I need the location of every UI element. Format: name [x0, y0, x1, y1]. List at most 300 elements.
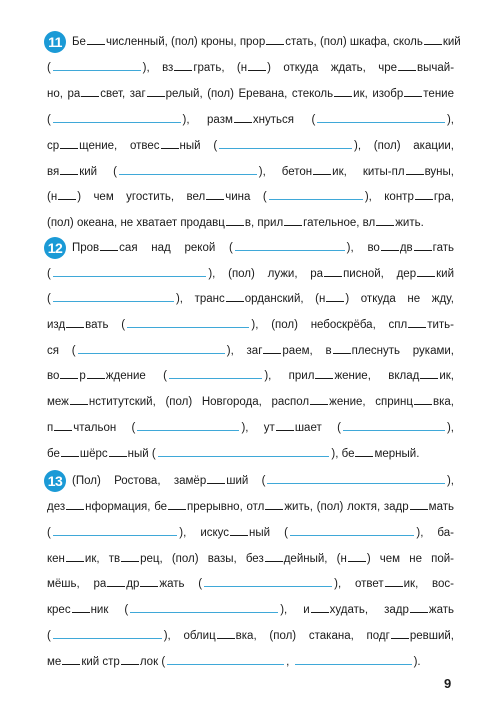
word: Бе — [72, 36, 86, 48]
word: кий — [79, 166, 98, 178]
word: релый, — [165, 88, 203, 100]
answer-blank[interactable] — [235, 238, 345, 251]
page-number: 9 — [444, 676, 452, 691]
letter-gap[interactable] — [408, 315, 426, 328]
letter-gap[interactable] — [87, 32, 105, 45]
word: отвес — [130, 140, 160, 152]
word: дейный, — [283, 553, 328, 565]
letter-gap[interactable] — [324, 264, 342, 277]
word: Еревана, — [238, 88, 288, 100]
letter-gap[interactable] — [414, 238, 432, 251]
letter-gap[interactable] — [398, 58, 416, 71]
word: гать — [432, 242, 454, 254]
word: ( — [262, 191, 267, 203]
word: вать — [85, 319, 109, 331]
word: ), — [208, 268, 216, 280]
word: нформация, — [85, 501, 151, 513]
word: прил — [257, 217, 284, 229]
word: не — [409, 553, 422, 565]
word: ), — [354, 140, 362, 152]
word: ра — [67, 88, 81, 100]
letter-gap[interactable] — [217, 626, 235, 639]
word: в — [325, 345, 332, 357]
letter-gap[interactable] — [81, 84, 99, 97]
text-line — [72, 469, 454, 493]
word: ), — [251, 319, 259, 331]
word: кен — [47, 553, 65, 565]
word: чина — [225, 191, 251, 203]
letter-gap[interactable] — [348, 549, 366, 562]
word: откуда — [283, 62, 319, 74]
letter-gap[interactable] — [334, 84, 352, 97]
word: кий — [81, 656, 100, 668]
letter-gap[interactable] — [420, 366, 438, 379]
word: Новгорода, — [201, 396, 262, 408]
word: мать — [428, 501, 454, 513]
word: не — [120, 217, 134, 229]
word: не — [407, 293, 421, 305]
word: бетон — [281, 166, 313, 178]
text-line — [72, 30, 461, 54]
word: ), — [179, 527, 187, 539]
answer-blank[interactable] — [53, 110, 181, 123]
letter-gap[interactable] — [207, 471, 225, 484]
word: ( — [71, 345, 76, 357]
word: (пол) — [207, 88, 234, 100]
word: ник — [90, 604, 109, 616]
letter-gap[interactable] — [140, 574, 158, 587]
word: Пров — [72, 242, 100, 254]
letter-gap[interactable] — [234, 110, 252, 123]
answer-blank[interactable] — [119, 162, 257, 175]
word: ), — [446, 114, 454, 126]
word: ( — [284, 527, 288, 539]
word: ут — [263, 422, 275, 434]
word: гательное, — [303, 217, 360, 229]
letter-gap[interactable] — [107, 574, 125, 587]
word: рец, — [140, 553, 163, 565]
word: и — [303, 604, 310, 616]
letter-gap[interactable] — [174, 58, 192, 71]
word: орданский, — [244, 293, 304, 305]
letter-gap[interactable] — [315, 366, 333, 379]
word: вка, — [235, 630, 257, 642]
letter-gap[interactable] — [391, 626, 409, 639]
letter-gap[interactable] — [161, 136, 179, 149]
text-line — [47, 287, 454, 311]
letter-gap[interactable] — [87, 366, 105, 379]
text-line — [47, 624, 454, 648]
word: пой- — [431, 553, 455, 565]
word: изд — [47, 319, 66, 331]
word: жить. — [395, 217, 424, 229]
text-line — [47, 390, 454, 414]
word: ик, — [332, 166, 347, 178]
word: киты-пл — [362, 166, 405, 178]
text-line — [47, 598, 454, 622]
letter-gap[interactable] — [147, 84, 165, 97]
letter-gap[interactable] — [54, 418, 72, 431]
word: ра — [93, 578, 107, 590]
word: ждение — [105, 370, 146, 382]
word: чем — [93, 191, 114, 203]
word: вклад — [388, 370, 420, 382]
word: стать, — [285, 36, 317, 48]
letter-gap[interactable] — [424, 32, 442, 45]
word: сколь — [393, 36, 423, 48]
letter-gap[interactable] — [414, 392, 432, 405]
text-line — [47, 572, 454, 596]
answer-blank[interactable] — [78, 341, 225, 354]
word: мерный. — [374, 448, 420, 460]
letter-gap[interactable] — [60, 136, 78, 149]
word: тение — [423, 88, 455, 100]
word: шкафа, — [349, 36, 390, 48]
word: меж — [47, 396, 69, 408]
word: жение, — [329, 396, 366, 408]
word: (пол) — [47, 217, 74, 229]
word: раем, — [282, 345, 313, 357]
text-line — [47, 521, 454, 545]
word: ответ — [354, 578, 384, 590]
word: (пол) — [373, 140, 401, 152]
word: щение, — [79, 140, 118, 152]
word: небоскрёба, — [310, 319, 376, 331]
text-line — [47, 416, 454, 440]
word: худать, — [329, 604, 369, 616]
word: ик, — [403, 578, 419, 590]
letter-gap[interactable] — [66, 315, 84, 328]
word: (пол) — [316, 501, 344, 513]
word: искус — [200, 527, 230, 539]
word: хватает — [136, 217, 178, 229]
word: изобр — [372, 88, 404, 100]
letter-gap[interactable] — [410, 497, 428, 510]
word: п — [47, 422, 54, 434]
word: спринц — [375, 396, 413, 408]
answer-blank[interactable] — [53, 626, 162, 639]
letter-gap[interactable] — [66, 497, 84, 510]
word: но, — [47, 88, 63, 100]
word: ( — [337, 422, 341, 434]
word: бе — [47, 448, 60, 460]
word: ) — [267, 62, 271, 74]
word: дез — [47, 501, 66, 513]
word: шает — [294, 422, 322, 434]
word: ) — [345, 293, 350, 305]
word: (пол) — [171, 553, 199, 565]
letter-gap[interactable] — [265, 549, 283, 562]
text-line — [47, 108, 454, 132]
word: разм — [207, 114, 233, 126]
word: ), — [446, 475, 454, 487]
word: тить- — [427, 319, 454, 331]
letter-gap[interactable] — [355, 444, 373, 457]
word: жду, — [431, 293, 454, 305]
letter-gap[interactable] — [263, 341, 281, 354]
letter-gap[interactable] — [415, 187, 433, 200]
word: кроны, — [200, 36, 237, 48]
letter-gap[interactable] — [206, 187, 224, 200]
letter-gap[interactable] — [313, 162, 331, 175]
letter-gap[interactable] — [326, 289, 344, 302]
word: ( — [47, 62, 51, 74]
word: лок — [139, 656, 159, 668]
word: ), — [142, 62, 150, 74]
word: , — [286, 656, 290, 668]
word: ( — [261, 475, 266, 487]
word: жить, — [284, 501, 313, 513]
letter-gap[interactable] — [109, 444, 127, 457]
word: локтя, — [347, 501, 381, 513]
word: ный — [249, 527, 271, 539]
letter-gap[interactable] — [60, 366, 78, 379]
letter-gap[interactable] — [376, 213, 394, 226]
letter-gap[interactable] — [248, 58, 266, 71]
word: ( — [47, 527, 51, 539]
word: ), — [280, 604, 288, 616]
word: угостить, — [126, 191, 175, 203]
answer-blank[interactable] — [169, 366, 262, 379]
text-line — [72, 236, 454, 260]
letter-gap[interactable] — [70, 392, 88, 405]
word: продавц — [180, 217, 225, 229]
answer-blank[interactable] — [53, 264, 206, 277]
word: ), — [334, 578, 342, 590]
word: вазы, — [207, 553, 237, 565]
letter-gap[interactable] — [168, 497, 186, 510]
letter-gap[interactable] — [121, 549, 139, 562]
word: Ростова, — [114, 475, 161, 487]
word: ( — [163, 370, 167, 382]
word: стеколь — [291, 88, 334, 100]
word: рекой — [184, 242, 216, 254]
word: (н — [236, 62, 248, 74]
word: ик, — [84, 553, 100, 565]
word: ( — [47, 268, 51, 280]
word: нститутский, — [88, 396, 156, 408]
word: ( — [131, 422, 136, 434]
word: жать — [159, 578, 185, 590]
word: (Пол) — [72, 475, 101, 487]
word: вка, — [432, 396, 454, 408]
word: бе — [341, 448, 355, 460]
answer-blank[interactable] — [53, 289, 174, 302]
word: дв — [399, 242, 413, 254]
word: ), — [226, 345, 234, 357]
word: прерывно, — [187, 501, 243, 513]
word: тв — [108, 553, 121, 565]
letter-gap[interactable] — [333, 341, 351, 354]
word: ба- — [437, 527, 454, 539]
word: (пол) — [269, 630, 297, 642]
word: во — [367, 242, 380, 254]
word: жать — [428, 604, 454, 616]
word: жение, — [334, 370, 371, 382]
word: спл — [388, 319, 408, 331]
answer-blank[interactable] — [127, 315, 249, 328]
letter-gap[interactable] — [66, 549, 84, 562]
letter-gap[interactable] — [72, 600, 90, 613]
word: замёр — [173, 475, 207, 487]
word: ( — [113, 166, 117, 178]
answer-blank[interactable] — [158, 444, 330, 457]
word: ), — [346, 242, 354, 254]
word: чтальон — [73, 422, 117, 434]
word: (н — [315, 293, 326, 305]
word: ( — [198, 578, 203, 590]
word: ) — [77, 191, 82, 203]
word: (пол) — [271, 319, 298, 331]
letter-gap[interactable] — [385, 574, 403, 587]
letter-gap[interactable] — [62, 652, 80, 665]
text-line — [47, 313, 454, 337]
answer-blank[interactable] — [290, 523, 414, 536]
text-line — [47, 650, 454, 674]
word: ( — [47, 293, 51, 305]
answer-blank[interactable] — [130, 600, 278, 613]
letter-gap[interactable] — [410, 600, 428, 613]
word: чем — [379, 553, 401, 565]
word: вос- — [432, 578, 454, 590]
word: кий — [436, 268, 454, 280]
word: задр — [383, 501, 409, 513]
word: ший — [226, 475, 249, 487]
text-line — [47, 262, 454, 286]
letter-gap[interactable] — [121, 652, 139, 665]
word: ). — [413, 656, 421, 668]
word: облиц — [183, 630, 216, 642]
word: ся — [47, 345, 59, 357]
word: отл — [246, 501, 265, 513]
word: кий — [442, 36, 461, 48]
word: ( — [213, 140, 218, 152]
word: (пол) — [171, 36, 198, 48]
exercise-number-badge: 11 — [44, 31, 66, 53]
letter-gap[interactable] — [406, 162, 424, 175]
answer-blank[interactable] — [269, 187, 363, 200]
word: сая — [119, 242, 138, 254]
letter-gap[interactable] — [311, 600, 329, 613]
letter-gap[interactable] — [404, 84, 422, 97]
text-line — [47, 495, 454, 519]
word: вычай- — [417, 62, 455, 74]
answer-blank[interactable] — [137, 418, 239, 431]
word: во — [47, 370, 60, 382]
answer-blank[interactable] — [219, 136, 352, 149]
text-line — [47, 442, 454, 466]
letter-gap[interactable] — [417, 264, 435, 277]
letter-gap[interactable] — [226, 213, 244, 226]
word: ( — [121, 319, 126, 331]
letter-gap[interactable] — [60, 162, 78, 175]
word: над — [151, 242, 171, 254]
word: (н — [336, 553, 347, 565]
word: ждать, — [330, 62, 366, 74]
word: ), — [175, 293, 183, 305]
word: акации, — [413, 140, 454, 152]
word: свет, — [100, 88, 126, 100]
word: ( — [151, 448, 156, 460]
letter-gap[interactable] — [265, 497, 283, 510]
word: распол — [271, 396, 310, 408]
letter-gap[interactable] — [284, 213, 302, 226]
word: др — [126, 578, 140, 590]
word: крес — [47, 604, 71, 616]
letter-gap[interactable] — [381, 238, 399, 251]
letter-gap[interactable] — [230, 523, 248, 536]
word: ), — [331, 448, 339, 460]
text-line — [47, 134, 454, 158]
word: вз — [162, 62, 174, 74]
word: прил — [288, 370, 315, 382]
answer-blank[interactable] — [167, 652, 284, 665]
word: транс — [194, 293, 225, 305]
letter-gap[interactable] — [276, 418, 294, 431]
text-line — [47, 211, 454, 235]
word: вл — [362, 217, 376, 229]
answer-blank[interactable] — [53, 523, 177, 536]
word: плеснуть — [351, 345, 401, 357]
word: дер — [396, 268, 417, 280]
answer-blank[interactable] — [53, 58, 141, 71]
word: ), — [364, 191, 372, 203]
answer-blank[interactable] — [343, 418, 445, 431]
word: ( — [229, 242, 233, 254]
word: прор — [239, 36, 266, 48]
text-line — [47, 185, 454, 209]
word: вел — [186, 191, 206, 203]
word: ), — [416, 527, 424, 539]
word: ) — [366, 553, 371, 565]
answer-blank[interactable] — [267, 471, 444, 484]
word: контр — [384, 191, 414, 203]
word: в, — [244, 217, 255, 229]
word: вуны, — [424, 166, 454, 178]
word: численный, — [105, 36, 168, 48]
letter-gap[interactable] — [61, 444, 79, 457]
answer-blank[interactable] — [204, 574, 332, 587]
word: ), — [264, 370, 272, 382]
word: ), — [258, 166, 266, 178]
answer-blank[interactable] — [295, 652, 412, 665]
word: стр — [102, 656, 120, 668]
word: океана, — [76, 217, 118, 229]
word: чре — [378, 62, 398, 74]
letter-gap[interactable] — [310, 392, 328, 405]
word: ( — [311, 114, 316, 126]
word: (н — [47, 191, 58, 203]
answer-blank[interactable] — [317, 110, 445, 123]
word: (пол) — [319, 36, 347, 48]
text-line — [47, 160, 454, 184]
word: шёрс — [79, 448, 108, 460]
word: хнуться — [252, 114, 294, 126]
word: (пол) — [165, 396, 193, 408]
letter-gap[interactable] — [58, 187, 76, 200]
word: р — [79, 370, 86, 382]
word: ик, — [353, 88, 368, 100]
word: ( — [124, 604, 129, 616]
letter-gap[interactable] — [266, 32, 284, 45]
word: заг — [246, 345, 263, 357]
word: ра — [310, 268, 324, 280]
letter-gap[interactable] — [100, 238, 118, 251]
word: ревший, — [409, 630, 454, 642]
word: ), — [163, 630, 171, 642]
letter-gap[interactable] — [226, 289, 244, 302]
text-line — [47, 364, 454, 388]
